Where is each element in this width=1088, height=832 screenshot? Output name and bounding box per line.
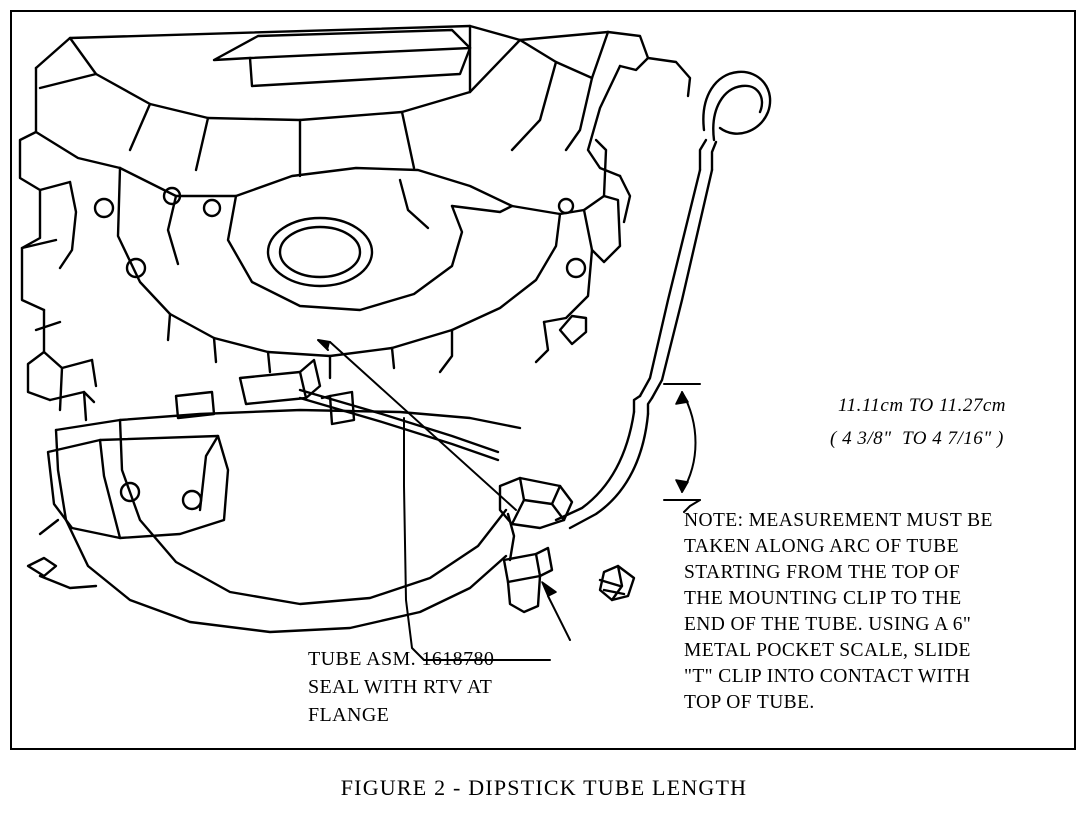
note-line: "T" CLIP INTO CONTACT WITH xyxy=(684,666,971,687)
callout-line: SEAL WITH RTV AT xyxy=(308,676,493,698)
note-line: NOTE: MEASUREMENT MUST BE xyxy=(684,510,993,531)
callout-line: TUBE ASM. 1618780 xyxy=(308,648,495,670)
note-line: END OF THE TUBE. USING A 6" xyxy=(684,614,972,635)
note-line: TAKEN ALONG ARC OF TUBE xyxy=(684,536,959,557)
note-line: METAL POCKET SCALE, SLIDE xyxy=(684,640,971,661)
note-line: TOP OF TUBE. xyxy=(684,692,815,713)
callout-line: FLANGE xyxy=(308,704,390,726)
note-line: STARTING FROM THE TOP OF xyxy=(684,562,960,583)
dimension-imperial: ( 4 3/8" TO 4 7/16" ) xyxy=(830,428,1004,449)
dimension-metric: 11.11cm TO 11.27cm xyxy=(838,395,1007,416)
figure-caption: FIGURE 2 - DIPSTICK TUBE LENGTH xyxy=(340,775,748,800)
note-line: THE MOUNTING CLIP TO THE xyxy=(684,588,962,609)
tube-callout-block xyxy=(308,645,608,729)
note-text-block xyxy=(684,508,1074,716)
